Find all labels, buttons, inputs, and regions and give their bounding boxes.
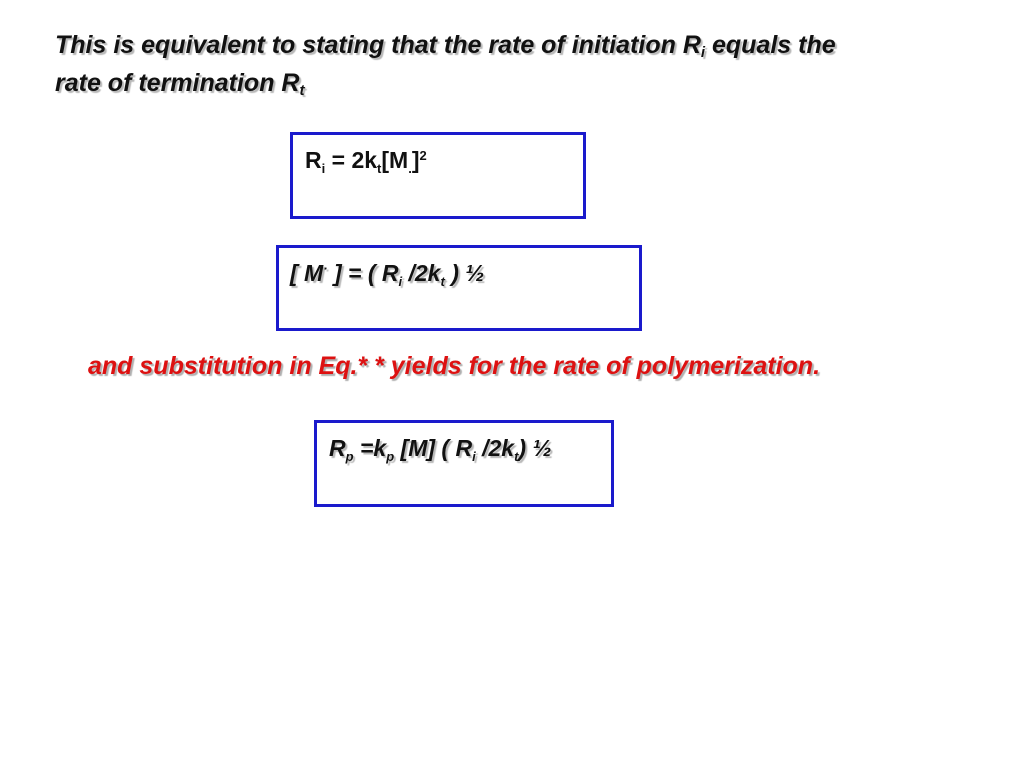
intro-text <box>55 26 995 102</box>
intro-line2: rate of termination $R_t$ <box>55 69 305 99</box>
substitution-text: and substitution in Eq.* * yields for the rate of polymerization. <box>88 352 821 380</box>
equation-initiation-rate: $R_i = 2k_t[M_.]^2$ <box>305 147 427 176</box>
intro-line1: This is equivalent to stating that the rate of initiation $R_i$ equals the <box>55 31 836 61</box>
equation-box-radical-concentration <box>276 245 642 331</box>
equation-radical-concentration: [ M· ] = ( $R_i$ $/2k_t$ ) ½ <box>290 260 485 289</box>
equation-box-polymerization-rate <box>314 420 614 507</box>
equation-box-initiation-rate <box>290 132 586 219</box>
equation-polymerization-rate: $R_p =k_p$ [M] ( $R_i$ $/2k_t$) ½ <box>329 435 552 464</box>
